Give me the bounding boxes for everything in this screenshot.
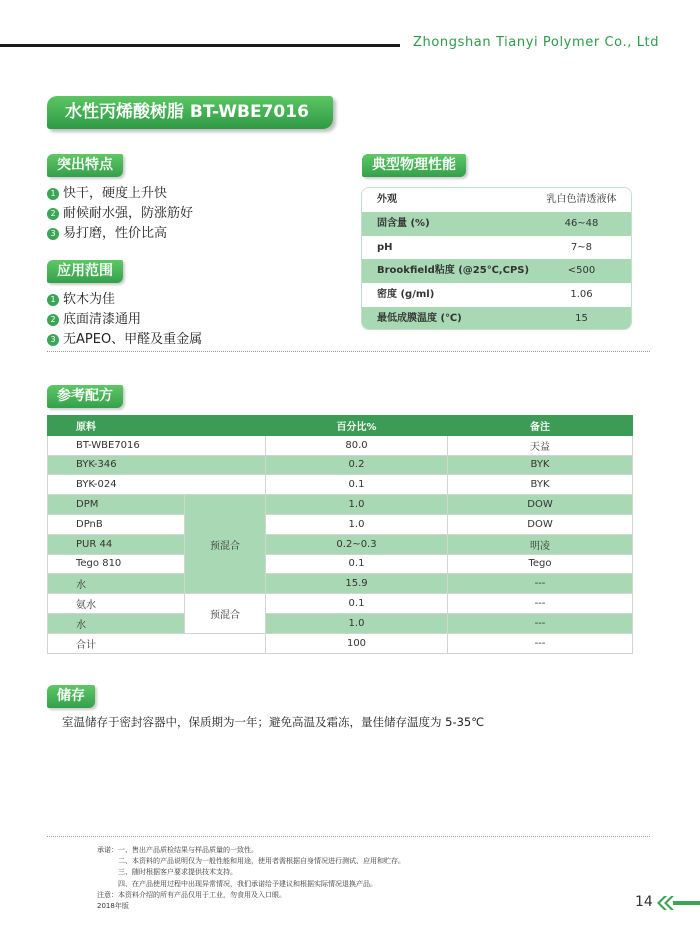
properties-table bbox=[361, 187, 632, 330]
list-item: 1 软木为佳 bbox=[47, 290, 202, 310]
formulation-table bbox=[47, 415, 633, 654]
table-row: 密度 (g/ml) 1.06 bbox=[362, 283, 631, 307]
formulation-heading: 参考配方 bbox=[47, 385, 123, 408]
number-1-icon: 1 bbox=[47, 294, 59, 306]
table-row: DPnB 1.0 DOW bbox=[48, 514, 633, 534]
number-1-icon: 1 bbox=[47, 188, 59, 200]
chevron-left-icon bbox=[655, 896, 700, 910]
table-row: 水 15.9 --- bbox=[48, 574, 633, 594]
properties-heading: 典型物理性能 bbox=[362, 154, 466, 177]
table-row: 水 1.0 --- bbox=[48, 613, 633, 633]
disclaimer-notes: 承诺：一、售出产品质检结果与样品质量的一致性。 二、本资料的产品说明仅为一般性能和用途，使用者需根据自身情况进行测试、应用和贮存。 三、随时根据客户要求提供技术支持。 四、在产品使用过程中出现异常情况，我们承诺给予建议和根据实际情况退换产品。 注意：本资料介绍的所有产品仅用于工业，勿食用及入口眼。 2018年版 bbox=[97, 846, 405, 911]
table-row: 氨水 预混合 0.1 --- bbox=[48, 594, 633, 614]
divider bbox=[47, 836, 650, 837]
table-row: 合计 100 --- bbox=[48, 633, 633, 653]
table-row: PUR 44 0.2~0.3 明凌 bbox=[48, 534, 633, 554]
storage-heading: 储存 bbox=[47, 685, 95, 708]
column-header-percent: 百分比% bbox=[266, 416, 448, 436]
header-rule bbox=[0, 44, 400, 47]
table-row: Tego 810 0.1 Tego bbox=[48, 554, 633, 574]
table-row: DPM 预混合 1.0 DOW bbox=[48, 495, 633, 515]
features-list bbox=[47, 184, 193, 244]
list-item: 3 易打磨，性价比高 bbox=[47, 224, 193, 244]
list-item: 1 快干，硬度上升快 bbox=[47, 184, 193, 204]
table-row: 固含量 (%) 46~48 bbox=[362, 212, 631, 236]
premix-label: 预混合 bbox=[185, 594, 266, 634]
table-row: 最低成膜温度 (℃) 15 bbox=[362, 307, 631, 330]
column-header-material: 原料 bbox=[48, 416, 266, 436]
page-number: 14 bbox=[635, 894, 653, 910]
storage-text: 室温储存于密封容器中，保质期为一年；避免高温及霜冻，量佳储存温度为 5-35℃ bbox=[62, 715, 485, 729]
column-header-note: 备注 bbox=[448, 416, 633, 436]
number-2-icon: 2 bbox=[47, 208, 59, 220]
applications-list bbox=[47, 290, 202, 350]
table-row: Brookfield粘度 (@25℃,CPS) <500 bbox=[362, 259, 631, 283]
number-3-icon: 3 bbox=[47, 228, 59, 240]
number-2-icon: 2 bbox=[47, 314, 59, 326]
divider bbox=[47, 351, 650, 352]
table-header-row bbox=[48, 416, 633, 436]
table-row: BYK-346 0.2 BYK bbox=[48, 455, 633, 475]
table-row: BYK-024 0.1 BYK bbox=[48, 475, 633, 495]
list-item: 2 耐候耐水强，防涨筋好 bbox=[47, 204, 193, 224]
list-item: 2 底面清漆通用 bbox=[47, 310, 202, 330]
table-row: BT-WBE7016 80.0 天益 bbox=[48, 435, 633, 455]
table-row: 外观 乳白色清透液体 bbox=[362, 188, 631, 212]
number-3-icon: 3 bbox=[47, 334, 59, 346]
table-row: pH 7~8 bbox=[362, 236, 631, 260]
applications-heading: 应用范围 bbox=[47, 260, 123, 283]
product-title: 水性丙烯酸树脂 BT-WBE7016 bbox=[47, 96, 333, 129]
premix-label: 预混合 bbox=[185, 495, 266, 594]
company-name: Zhongshan Tianyi Polymer Co., Ltd bbox=[413, 35, 660, 50]
features-heading: 突出特点 bbox=[47, 154, 123, 177]
list-item: 3 无APEO、甲醛及重金属 bbox=[47, 330, 202, 350]
